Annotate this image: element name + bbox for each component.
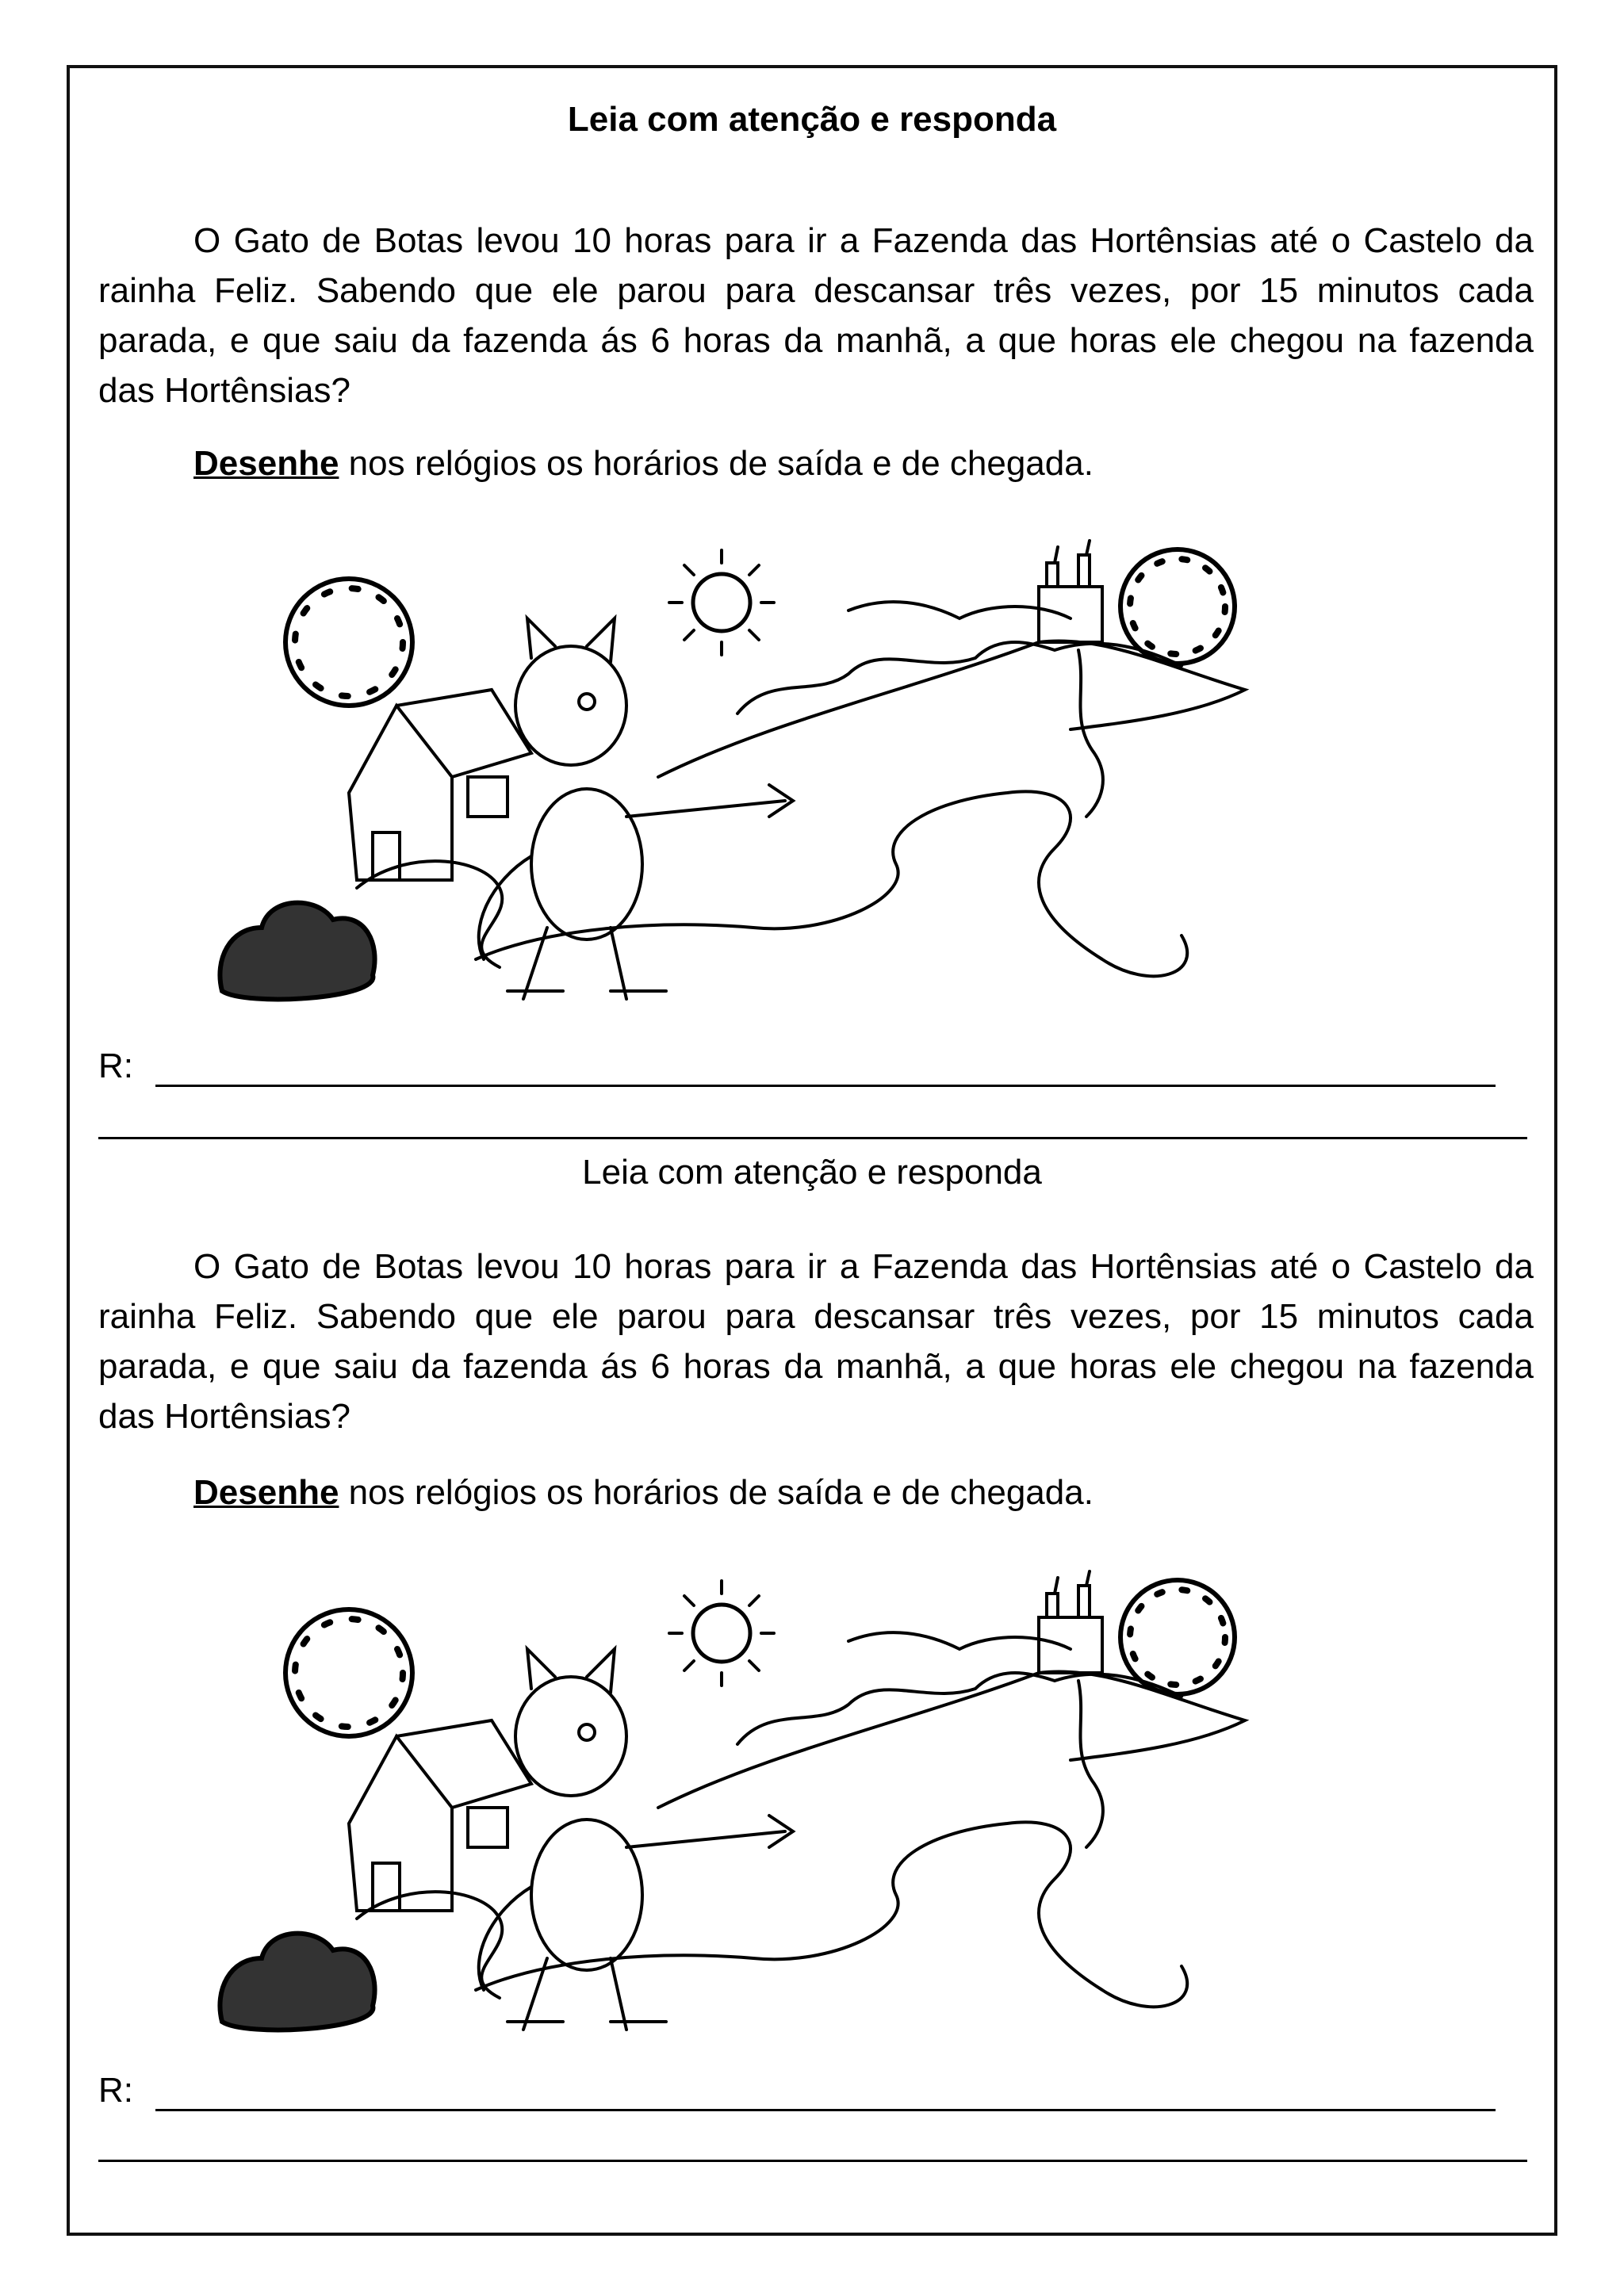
section-2-instruction: [98, 1473, 1094, 1513]
sun-icon: [669, 550, 774, 655]
castle-icon: [1039, 1571, 1102, 1673]
section-1-title: Leia com atenção e responda: [567, 100, 1057, 139]
clock-icon[interactable]: [285, 1609, 412, 1736]
bush-icon: [220, 1934, 374, 2030]
section-2-instruction-bold: Desenhe: [193, 1473, 339, 1512]
bush-icon: [220, 903, 374, 1000]
section-1-answer-line[interactable]: [155, 1085, 1496, 1087]
section-2-instruction-rest: nos relógios os horários de saída e de chegada.: [339, 1473, 1094, 1512]
road-icon: [476, 1822, 1187, 2007]
section-2-question: O Gato de Botas levou 10 horas para ir a Fazenda das Hortênsias até o Castelo da rainha Feliz. Sabendo que ele parou para descansar três vezes, por 15 minutos cada parada, e que saiu da fazenda ás 6 horas da manhã, a que horas ele chegou na fazenda das Hortênsias?: [98, 1247, 1534, 1436]
section-1-question: O Gato de Botas levou 10 horas para ir a Fazenda das Hortênsias até o Castelo da rainha Feliz. Sabendo que ele parou para descansar três vezes, por 15 minutos cada parada, e que saiu da fazenda ás 6 horas da manhã, a que horas ele chegou na fazenda das Hortênsias?: [98, 221, 1534, 410]
clock-icon[interactable]: [1120, 549, 1235, 664]
section-1-answer-label: R:: [98, 1047, 133, 1085]
section-2-illustration: [214, 1546, 1324, 2038]
section-1-instruction-bold: Desenhe: [193, 444, 339, 483]
clock-icon[interactable]: [1120, 1580, 1235, 1694]
section-divider-line: [98, 1137, 1527, 1139]
section-2-answer-line[interactable]: [155, 2109, 1496, 2111]
castle-icon: [1039, 541, 1102, 642]
section-1-paragraph: [98, 216, 1534, 415]
section-1-instruction-rest: nos relógios os horários de saída e de chegada.: [339, 444, 1094, 483]
section-2-answer-label: R:: [98, 2071, 133, 2110]
section-2-paragraph: [98, 1242, 1534, 1441]
cloud-outline: [737, 1673, 1182, 1744]
section-1-instruction: [98, 444, 1094, 484]
sun-icon: [669, 1581, 774, 1686]
road-icon: [476, 791, 1187, 976]
house-icon: [349, 1720, 531, 1911]
house-icon: [349, 690, 531, 880]
clock-icon[interactable]: [285, 579, 412, 706]
section-2-title: Leia com atenção e responda: [582, 1153, 1042, 1192]
section-2-answer-line-2[interactable]: [98, 2160, 1527, 2162]
section-1-illustration: [214, 515, 1324, 1007]
cloud-outline: [737, 642, 1182, 714]
